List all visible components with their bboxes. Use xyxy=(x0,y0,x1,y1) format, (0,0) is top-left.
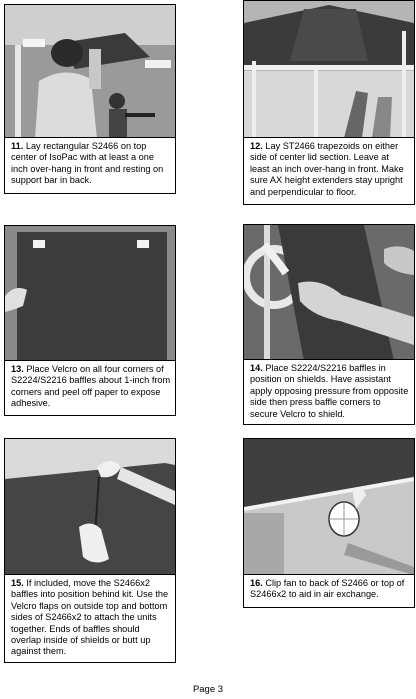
step-13-photo xyxy=(4,225,176,363)
step-12-number: 12. xyxy=(250,141,263,151)
step-11-photo xyxy=(4,4,176,140)
step-13-number: 13. xyxy=(11,364,24,374)
step-11-panel xyxy=(4,4,174,194)
step-12-panel xyxy=(243,0,413,205)
step-12-caption xyxy=(243,137,415,205)
step-11-number: 11. xyxy=(11,141,24,151)
step-16-panel xyxy=(243,438,413,608)
step-14-number: 14. xyxy=(250,363,263,373)
step-15-text: If included, move the S2466x2 baffles into position behind kit. Use the Velcro flaps on outside top and bottom sides of S2466x2 to attach the units together. Ends of baffles should overlap inside of shields or butt up against them. xyxy=(11,578,169,657)
step-13-text: Place Velcro on all four corners of S2224/S2216 baffles about 1-inch from corners and peel off paper to expose adhesive. xyxy=(11,364,171,409)
step-15-panel xyxy=(4,438,174,663)
step-13-caption xyxy=(4,360,176,416)
page-number: Page 3 xyxy=(192,684,224,695)
step-15-caption xyxy=(4,574,176,663)
step-14-photo xyxy=(243,224,415,362)
step-12-text: Lay ST2466 trapezoids on either side of center lid section. Leave at least an inch over-hang in front. Make sure AX height extenders stay upright and perpendicular to floor. xyxy=(250,141,404,197)
step-16-photo xyxy=(243,438,415,576)
step-16-text: Clip fan to back of S2466 or top of S2466x2 to aid in air exchange. xyxy=(250,578,405,600)
step-14-caption xyxy=(243,359,415,425)
step-12-photo xyxy=(243,0,415,139)
step-14-panel xyxy=(243,224,413,424)
step-14-text: Place S2224/S2216 baffles in position on shields. Have assistant apply opposing pressure from opposite side then press baffle corners to secure Velcro to shield. xyxy=(250,363,409,419)
step-13-panel xyxy=(4,225,174,415)
step-15-number: 15. xyxy=(11,578,24,588)
step-16-number: 16. xyxy=(250,578,263,588)
step-11-text: Lay rectangular S2466 on top center of IsoPac with at least a one inch over-hang in front and resting on support bar in back. xyxy=(11,141,164,186)
step-15-photo xyxy=(4,438,176,576)
step-11-caption xyxy=(4,137,176,194)
step-16-caption xyxy=(243,574,415,608)
